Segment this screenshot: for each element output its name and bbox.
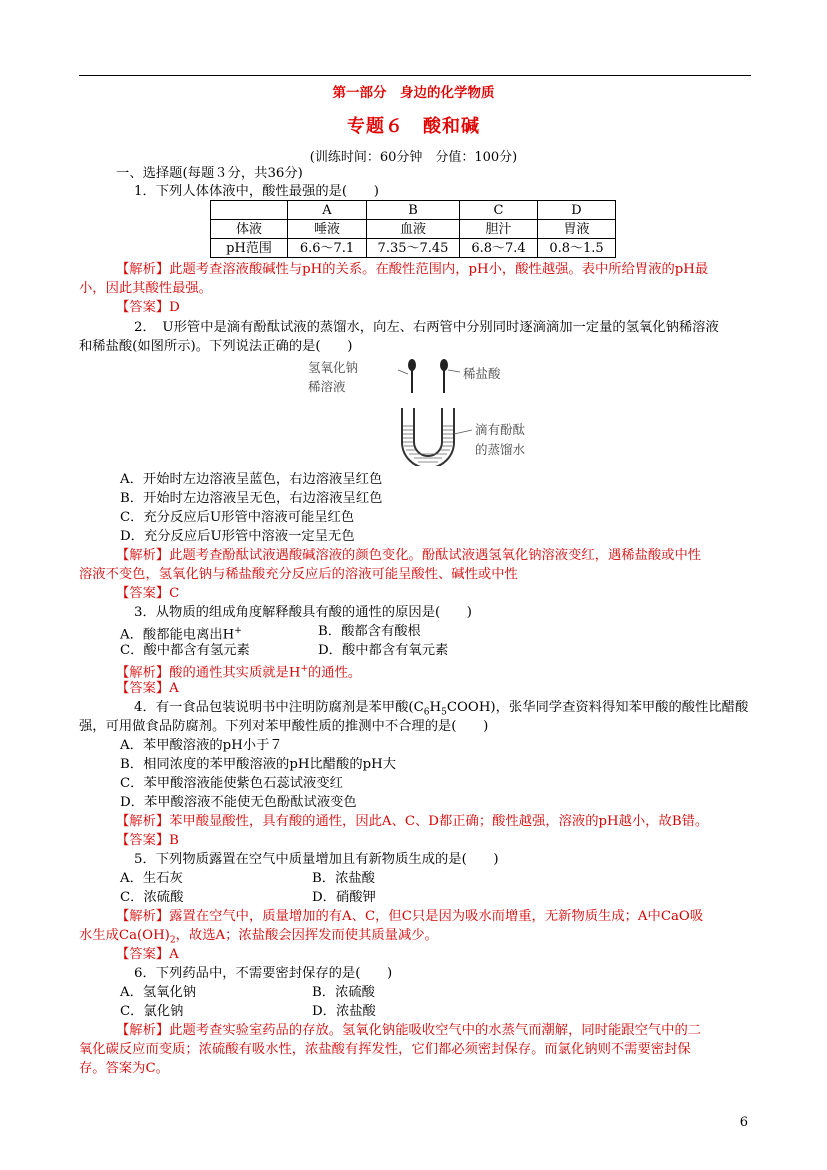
label-naoh-2: 稀溶液	[308, 379, 346, 394]
q6-analysis-line1: 【解析】此题考查实验室药品的存放。氢氧化钠能吸收空气中的水蒸气而潮解，同时能跟空气中的二	[116, 1023, 702, 1038]
q1-answer: 【答案】D	[116, 300, 180, 315]
table-row	[211, 239, 616, 258]
q2-option-d: D．充分反应后U形管中溶液一定呈无色	[120, 529, 355, 544]
q6-option-d: D．浓盐酸	[312, 1004, 376, 1019]
q3-stem: 3．从物质的组成角度解释酸具有酸的通性的原因是( )	[134, 605, 472, 620]
q4-option-a: A．苯甲酸溶液的pH小于７	[120, 738, 283, 753]
left-dropper-icon	[408, 359, 416, 393]
ph-table	[210, 200, 616, 258]
q6-stem: 6．下列药品中，不需要密封保存的是( )	[134, 966, 393, 981]
table-cell: 6.8～7.4	[460, 239, 538, 258]
q4-stem-pre: 4．有一食品包装说明书中注明防腐剂是苯甲酸(C	[134, 700, 424, 715]
subscript: 6	[423, 707, 430, 718]
q3-option-a-text: A．酸都能电离出H	[120, 627, 235, 643]
label-water-1: 滴有酚酞	[475, 422, 526, 437]
table-cell: 血液	[367, 220, 460, 239]
q6-option-b: B．浓硫酸	[312, 985, 375, 1000]
table-row	[211, 220, 616, 239]
q3-option-b: B．酸都含有酸根	[318, 624, 421, 639]
table-row	[211, 201, 616, 220]
q4-option-d: D．苯甲酸溶液不能使无色酚酞试液变色	[120, 795, 357, 810]
q6-option-c: C．氯化钠	[120, 1004, 184, 1019]
q6-analysis-line2: 氧化碳反应而变质；浓硫酸有吸水性，浓盐酸有挥发性，它们都必须密封保存。而氯化钠则不需要密封保	[79, 1042, 691, 1057]
table-cell: pH范围	[211, 239, 288, 258]
label-hcl: 稀盐酸	[463, 366, 501, 381]
q4-answer: 【答案】B	[116, 833, 179, 848]
q2-option-b: B．开始时左边溶液呈无色，右边溶液呈红色	[120, 491, 383, 506]
q1-stem: 1．下列人体体液中，酸性最强的是( )	[134, 184, 379, 199]
q2-analysis-line2: 溶液不变色，氢氧化钠与稀盐酸充分反应后的溶液可能呈酸性、碱性或中性	[79, 567, 518, 582]
subscript: 2	[169, 935, 176, 946]
q5-answer: 【答案】A	[116, 947, 179, 962]
table-cell: 7.35～7.45	[367, 239, 460, 258]
q5-option-b: B．浓盐酸	[312, 871, 375, 886]
right-dropper-icon	[440, 359, 448, 393]
q2-answer: 【答案】C	[116, 586, 180, 601]
q4-option-b: B．相同浓度的苯甲酸溶液的pH比醋酸的pH大	[120, 757, 397, 772]
q2-stem-line2: 和稀盐酸(如图所示)。下列说法正确的是( )	[79, 339, 353, 354]
section-heading: 一、选择题(每题３分，共36分)	[116, 166, 303, 181]
q6-option-a: A．氢氧化钠	[120, 985, 197, 1000]
q5-analysis-pre: 水生成Ca(OH)	[79, 928, 170, 943]
q1-analysis-line1: 【解析】此题考查溶液酸碱性与pH的关系。在酸性范围内，pH小，酸性越强。表中所给胃液的pH最	[116, 262, 709, 277]
u-tube-figure	[308, 356, 548, 466]
table-cell: 胃液	[538, 220, 616, 239]
table-cell: 唾液	[288, 220, 367, 239]
table-cell: 体液	[211, 220, 288, 239]
q3-option-d: D．酸中都含有氧元素	[318, 643, 449, 658]
q3-option-c: C．酸中都含有氢元素	[120, 643, 250, 658]
q6-analysis-line3: 存。答案为C。	[79, 1061, 169, 1076]
q4-stem-post: COOH)，张华同学查资料得知苯甲酸的酸性比醋酸	[446, 700, 749, 715]
q5-analysis-line1: 【解析】露置在空气中，质量增加的有A、C，但C只是因为吸水而增重，无新物质生成；A中CaO吸	[116, 909, 704, 924]
table-cell: C	[460, 201, 538, 220]
q2-stem-line1: 2． U形管中是滴有酚酞试液的蒸馏水，向左、右两管中分别同时逐滴滴加一定量的氢氧化钠稀溶液	[134, 320, 719, 335]
topic-title: 专题６ 酸和碱	[347, 116, 480, 137]
q5-option-c: C．浓硫酸	[120, 890, 184, 905]
q4-stem-mid: H	[429, 700, 442, 715]
q5-stem: 5．下列物质露置在空气中质量增加且有新物质生成的是( )	[134, 852, 499, 867]
table-cell: A	[288, 201, 367, 220]
q4-stem-line2: 强，可用做食品防腐剂。下列对苯甲酸性质的推测中不合理的是( )	[79, 719, 489, 734]
q1-analysis-line2: 小，因此其酸性最强。	[79, 281, 212, 296]
superscript-plus: +	[234, 626, 242, 636]
training-meta: (训练时间：60分钟 分值：100分)	[309, 150, 518, 165]
superscript-plus: +	[300, 664, 309, 674]
q5-analysis-post: ，故选A；浓盐酸会因挥发而使其质量减少。	[175, 928, 438, 943]
q2-option-a: A．开始时左边溶液呈蓝色，右边溶液呈红色	[120, 472, 383, 487]
part-title: 第一部分 身边的化学物质	[332, 85, 495, 101]
header-rule	[79, 75, 751, 76]
q2-option-c: C．充分反应后U形管中溶液可能呈红色	[120, 510, 355, 525]
table-cell	[211, 201, 288, 220]
q4-analysis: 【解析】苯甲酸显酸性，具有酸的通性，因此A、C、D都正确；酸性越强，溶液的pH越小，故B错。	[116, 814, 709, 829]
table-cell: D	[538, 201, 616, 220]
q5-option-a: A．生石灰	[120, 871, 183, 886]
table-cell: 胆汁	[460, 220, 538, 239]
subscript: 5	[441, 707, 447, 718]
q3-analysis-post: 的通性。	[308, 665, 362, 681]
q2-analysis-line1: 【解析】此题考查酚酞试液遇酸碱溶液的颜色变化。酚酞试液遇氢氧化钠溶液变红，遇稀盐酸或中性	[116, 548, 702, 563]
table-cell: 0.8～1.5	[538, 239, 616, 258]
label-water-2: 的蒸馏水	[475, 442, 526, 457]
table-cell: B	[367, 201, 460, 220]
q5-option-d: D．硝酸钾	[312, 890, 376, 905]
q3-analysis-pre: 【解析】酸的通性其实质就是H	[116, 665, 301, 681]
q4-option-c: C．苯甲酸溶液能使紫色石蕊试液变红	[120, 776, 343, 791]
table-cell: 6.6～7.1	[288, 239, 367, 258]
label-naoh-1: 氢氧化钠	[308, 360, 359, 375]
page-number: 6	[739, 1115, 748, 1130]
q3-answer: 【答案】A	[116, 681, 179, 696]
